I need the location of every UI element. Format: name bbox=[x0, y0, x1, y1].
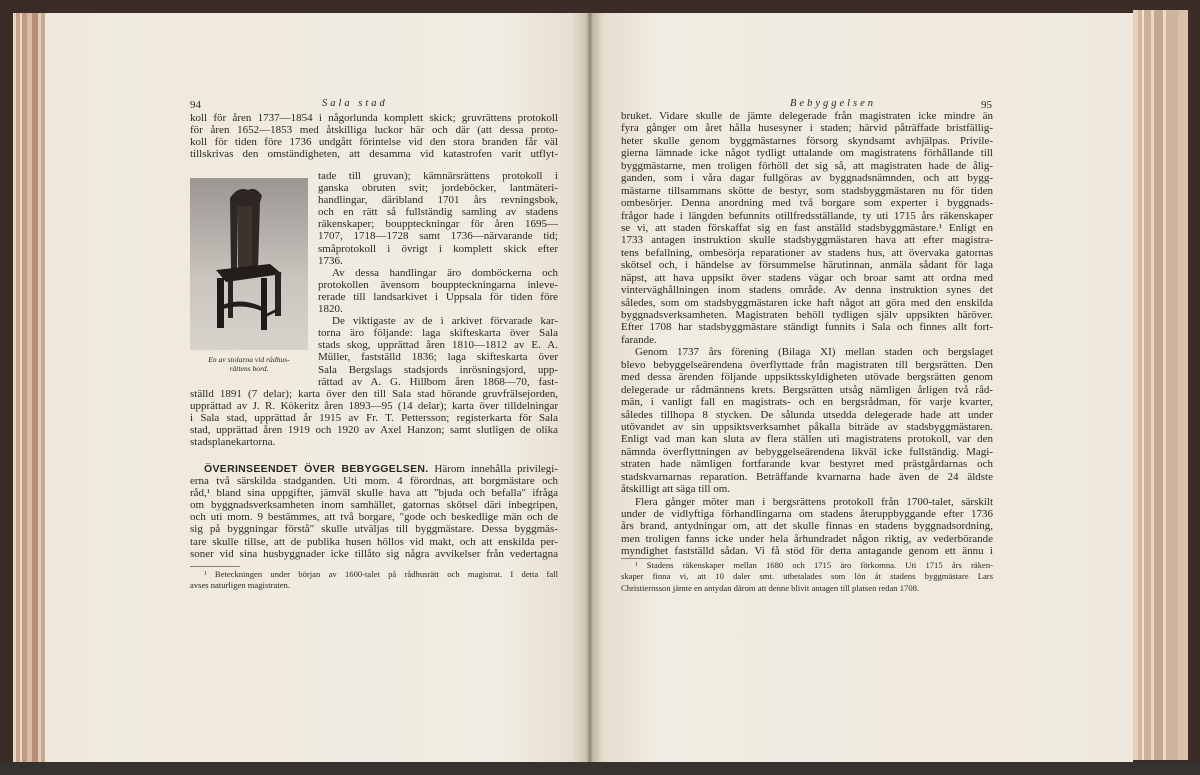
book-fore-edge-right bbox=[1133, 10, 1188, 760]
section-first-line bbox=[190, 463, 558, 475]
right-page-text bbox=[621, 110, 993, 558]
text-line: Efter 1708 har stadsbyggmästare ständigt funnits i Sala och finnes allt fort- bbox=[621, 321, 993, 334]
chair-image bbox=[190, 178, 308, 350]
text-line: Sala Bergslags stadsjords inrösningsjord, upp- bbox=[318, 363, 558, 376]
text-line: män, i vanligt fall en magistrats- och en bergsrådman, för varje kvarter, bbox=[621, 396, 993, 409]
text-line: således tillhopa 8 stycken. De sålunda utsedda delegerade hade att under bbox=[621, 408, 993, 421]
text-line: farande. bbox=[621, 333, 657, 346]
text-line: byggmästarne, men troligen förhöll det sig så, att magistraten hade de ålig- bbox=[621, 159, 993, 172]
book-gutter bbox=[586, 13, 594, 762]
page-number-left: 94 bbox=[190, 99, 201, 111]
text-line: erna två särskilda stadganden. Uti mom. 4 förordnas, att borgmästare och bbox=[190, 475, 558, 488]
text-line: ¹ Beteckningen under början av 1600-talet på rådhusrätt och magistrat. I detta fall bbox=[204, 569, 558, 579]
book-fore-edge-left bbox=[13, 13, 46, 763]
chair-photograph bbox=[190, 178, 308, 350]
text-line: tillskrivas den omständigheten, att desamma vid katastrofen varit utflyt- bbox=[190, 148, 558, 161]
section-overinseendet bbox=[190, 463, 558, 560]
text-line: Christiernsson jämte en antydan därom att denne blivit antagen till platsen redan 1708. bbox=[621, 582, 920, 593]
text-line: vinterväghållningen inom stadens område. Av denna instruktion synes det bbox=[621, 284, 993, 297]
text-line: näpst, att hava uppsikt över stadens vägar och broar samt att ordna med bbox=[621, 271, 993, 284]
text-line: ganska obruten svit; jordeböcker, lantmäteri- bbox=[318, 182, 558, 195]
text-line: gierna lämnade icke något tydligt uttalande om magistratens förhållande till bbox=[621, 147, 993, 160]
text-line: De viktigaste av de i arkivet förvarade kar- bbox=[332, 315, 558, 328]
text-line: tade till gruvan); kämnärsrättens protokoll i bbox=[318, 170, 558, 182]
text-line: stads skog, upprättad åren 1810—1812 av E. A. bbox=[318, 339, 558, 352]
running-head-left: Sala stad bbox=[322, 98, 388, 109]
text-line: utövandet av sin uppsiktsverksamhet påkalla biträde av stadsbyggmästaren. bbox=[621, 420, 993, 433]
text-line: frågor hade i längden befunnits otillfredsställande, ty uti 1715 års räkenskaper bbox=[621, 209, 993, 222]
text-line: ¹ Stadens räkenskaper mellan 1680 och 1715 äro förkomna. Uti 1715 års räken- bbox=[635, 560, 993, 570]
text-line: 1707, 1718—1728 samt 1736—närvarande tid; bbox=[318, 230, 558, 243]
text-line: räkenskaper; bouppteckningar för åren 1695— bbox=[318, 218, 558, 231]
text-line: myndighet fastställd sådan. Vi få stöd för detta antagande genom ett ännu i bbox=[621, 545, 993, 558]
text-line: koll för tiden före 1736 undgått förintelse vid den stora branden får väl bbox=[190, 136, 558, 149]
text-line: mästarne tillsammans skötte de bestyr, som stadsbyggmästaren nu för tiden bbox=[621, 184, 993, 197]
text-line: och en rätt så fullständig samling av stadens bbox=[318, 206, 558, 219]
section-body bbox=[190, 475, 558, 560]
text-line: småprotokoll i övrigt i komplett skick efter bbox=[318, 242, 558, 255]
text-line: se vi, att staden förskaffat sig en fast anställd stadsbyggmästare.¹ Enligt en bbox=[621, 221, 993, 234]
text-line: tens befallning, ombesörja reparationer av stadens hus, att övervaka gatornas bbox=[621, 246, 993, 259]
text-line: om byggnadsverksamheten inom samhället, gatornas skötsel däri inbegripen, bbox=[190, 499, 558, 512]
text-line: stadsplanekartorna. bbox=[190, 436, 276, 449]
paragraph-inspections bbox=[621, 110, 993, 346]
text-line: 1733 antagen instruktion skulle stadsbyggmästaren hava att efter magistra- bbox=[621, 234, 993, 247]
text-line: sig på byggningar förstå" skulle utväljas till byggmästare. Dessa byggmäs- bbox=[190, 523, 558, 536]
page-number-right: 95 bbox=[981, 99, 992, 111]
text-line: Müller, fastställd 1836; laga skifteskarta över bbox=[318, 351, 558, 364]
footnote-left bbox=[190, 569, 558, 592]
figure-caption-line-2: rättens bord. bbox=[229, 364, 269, 373]
text-line: straten hade nämligen fortfarande kvar bestyret med prästgårdarnas och bbox=[621, 458, 993, 471]
text-line: ganden, som i våra dagar fullgöras av byggnadsnämnden, och att bygg- bbox=[621, 172, 993, 185]
text-line: ombesörjer. Denna anordning med två borgare som experter i byggnads- bbox=[621, 197, 993, 210]
text-line: men troligen fanns icke under hela århundradet någon riktig, av vederbörande bbox=[621, 532, 993, 545]
text-line: skaper finna vi, att 10 daler smt. utbetalades som lön åt stadens byggmästare Lars bbox=[621, 571, 993, 582]
text-line: upprättad av J. R. Kökeritz åren 1893—95 (14 delar); karta över tilldelningar bbox=[190, 399, 558, 412]
text-line: Av dessa handlingar äro domböckerna och bbox=[332, 266, 558, 279]
paragraph-maps-continued bbox=[190, 388, 558, 448]
text-line: fyra gånger om året hålla husesyner i staden; härvid påträffade bristfällig- bbox=[621, 122, 993, 135]
text-line: stad, upprättad åren 1919 och 1920 av Axel Hanzon; samt slutligen de olika bbox=[190, 424, 558, 437]
text-line: för åren 1652—1853 med åtskilliga luckor här och där (att dessa proto- bbox=[190, 124, 558, 137]
scanner-background bbox=[0, 762, 1200, 775]
text-line: ställd 1891 (7 delar); karta över den till Sala stad hörande gruvfrälsejorden, bbox=[190, 387, 558, 400]
paragraph-maps bbox=[318, 315, 558, 388]
paragraph-building-ordinance bbox=[621, 496, 993, 558]
text-line: delegerade ur rådmännens krets. Bergsrätten utsåg nämligen årligen två råd- bbox=[621, 383, 993, 396]
text-line: koll för åren 1737—1854 i någorlunda komplett skick; gruvrättens protokoll bbox=[190, 112, 558, 124]
text-line: avses naturligen magistraten. bbox=[190, 580, 290, 591]
text-line: under de vidlyftiga förhandlingarna om stadens återuppbyggande efter 1736 bbox=[621, 508, 993, 520]
figure-caption-line-1: En av stolarna vid rådhus- bbox=[208, 355, 290, 364]
text-line: protokollen ävensom bouppteckningarna inleve- bbox=[318, 278, 558, 291]
text-line: bruket. Vidare skulle de jämte delegerade från magistraten icke mindre än bbox=[621, 110, 993, 122]
text-line: års brand, antydningar om, att det skulle finnas en stadens byggnadsordning, bbox=[621, 520, 993, 533]
text-line: skötsel och, i händelse av försummelse härutinnan, anmäla sådant för laga bbox=[621, 259, 993, 272]
text-line: i Sala stad, upprättad år 1915 av Fr. T. Pettersson; registerkarta för Sala bbox=[190, 411, 558, 424]
text-line: nämnda överflyttningen av bebyggelseärendena likväl icke fullständig. Magi- bbox=[621, 445, 993, 458]
text-line: 1736. bbox=[318, 254, 343, 267]
text-line: Enligt vad man kan sluta av flera ställen uti magistratens protokoll, var den bbox=[621, 433, 993, 446]
paragraph-archive-continued bbox=[190, 112, 558, 160]
running-head-right: Bebyggelsen bbox=[790, 98, 877, 109]
footnote-rule-left bbox=[190, 566, 240, 567]
text-line: heter skulle genom byggmästarnes försorg skyndsamt avhjälpas. Privile- bbox=[621, 134, 993, 147]
text-line: åtskilligt att säga till om. bbox=[621, 483, 731, 496]
text-line: råd,¹ bland sina uppgifter, jämväl skulle hava att "bjuda och befalla" ifråga bbox=[190, 487, 558, 500]
text-line: 1820. bbox=[318, 303, 343, 316]
paragraph-archive-continued-narrow bbox=[318, 170, 558, 267]
text-line: byggnadsverksamheten. Magistraten behöll tydligen själv uppsikten häröver. bbox=[621, 309, 993, 321]
text-line: handlingar, däribland 1701 års revningsbok, bbox=[318, 194, 558, 207]
text-line: blevo bebyggelseärendena överflyttade från magistraten till bergsrätten. Den bbox=[621, 358, 993, 371]
text-line: soner vid sina husbyggnader icke tillåto sig några avvikelser från vedertagna bbox=[190, 547, 558, 560]
text-line: Genom 1737 års förening (Bilaga XI) mellan staden och bergslaget bbox=[635, 346, 993, 359]
footnote-rule-right bbox=[621, 558, 671, 559]
text-line: rerade till landsarkivet i Uppsala för tiden före bbox=[318, 290, 558, 303]
text-line: tare skulle tillse, att de publika husen höllos vid makt, och att enskilda per- bbox=[190, 535, 558, 548]
text-line: stadskvarnarnas reparation. Beträffande kvarnarna hade även de 24 äldste bbox=[621, 470, 993, 483]
paragraph-1737-union bbox=[621, 346, 993, 495]
text-line: torna äro följande: laga skifteskarta över Sala bbox=[318, 327, 558, 340]
section-first-line-text: Härom innehålla privilegi- bbox=[434, 463, 558, 475]
section-heading: ÖVERINSEENDET ÖVER BEBYGGELSEN. bbox=[204, 463, 429, 475]
text-line: rättad av A. G. Hillbom åren 1868—70, fast- bbox=[318, 375, 558, 388]
footnote-right bbox=[621, 560, 993, 594]
text-line: med dessa ärenden följande uppsiktsskyldigheten utövade bergsrätten genom bbox=[621, 371, 993, 384]
paragraph-records-delivered bbox=[318, 267, 558, 315]
text-line: Flera gånger möter man i bergsrättens protokoll från 1700-talet, särskilt bbox=[635, 495, 993, 508]
text-line: således, som om stadsbyggmästaren icke haft något att göra med den enskilda bbox=[621, 296, 993, 309]
text-line: och uti mom. 9 bestämmes, att två borgare, "gode och beskedlige män och de bbox=[190, 511, 558, 524]
